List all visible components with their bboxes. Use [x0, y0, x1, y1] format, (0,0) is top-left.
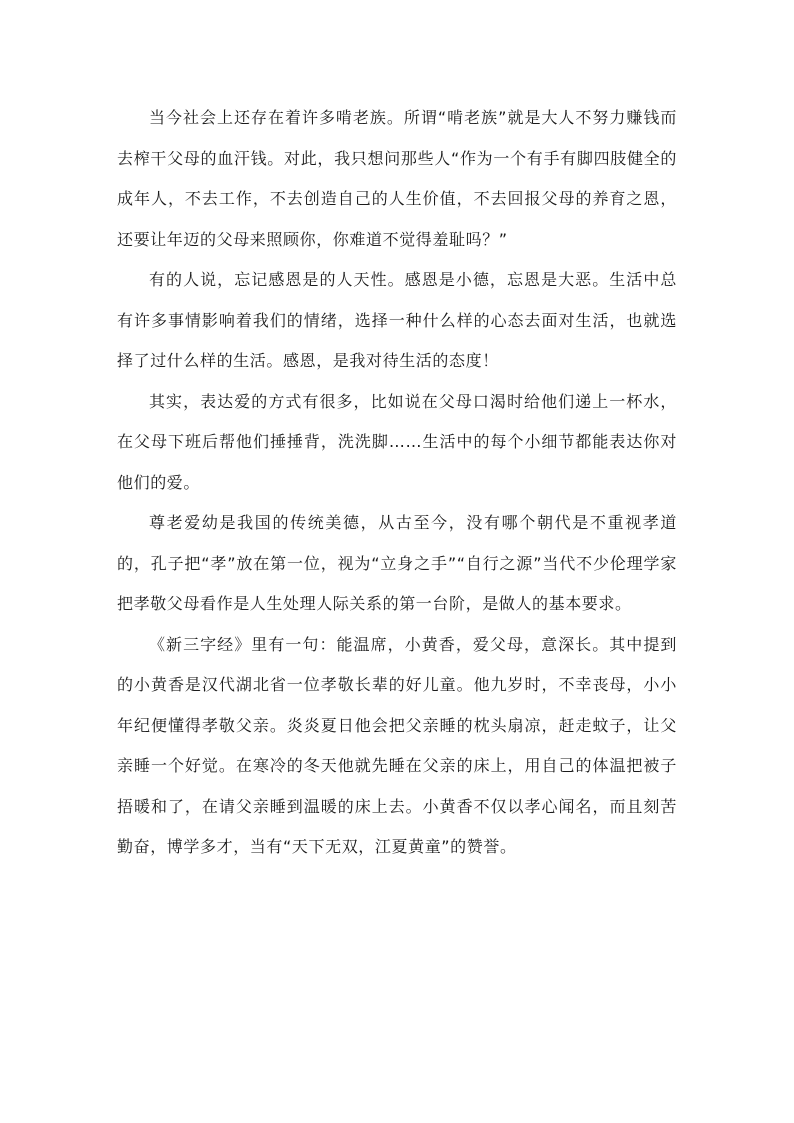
paragraph: 《新三字经》里有一句：能温席，小黄香，爱父母，意深长。其中提到的小黄香是汉代湖北省一位孝敬长辈的好儿童。他九岁时，不幸丧母，小小年纪便懂得孝敬父亲。炎炎夏日他会把父亲睡的枕头扇凉，赶走蚊子，让父亲睡一个好觉。在寒冷的冬天他就先睡在父亲的床上，用自己的体温把被子捂暖和了，在请父亲睡到温暖的床上去。小黄香不仅以孝心闻名，而且刻苦勤奋，博学多才，当有“天下无双，江夏黄童”的赞誉。	[117, 634, 677, 856]
paragraph: 尊老爱幼是我国的传统美德，从古至今，没有哪个朝代是不重视孝道的，孔子把“孝”放在第一位，视为“立身之手”“自行之源”当代不少伦理学家把孝敬父母看作是人生处理人际关系的第一台阶，是做人的基本要求。	[117, 513, 677, 613]
document-body	[117, 98, 677, 868]
paragraph: 其实，表达爱的方式有很多，比如说在父母口渴时给他们递上一杯水，在父母下班后帮他们捶捶背，洗洗脚……生活中的每个小细节都能表达你对他们的爱。	[117, 391, 677, 492]
paragraph: 有的人说，忘记感恩是的人天性。感恩是小德，忘恩是大恶。生活中总有许多事情影响着我们的情绪，选择一种什么样的心态去面对生活，也就选择了过什么样的生活。感恩，是我对待生活的态度！	[117, 270, 677, 370]
paragraph: 当今社会上还存在着许多啃老族。所谓“啃老族”就是大人不努力赚钱而去榨干父母的血汗钱。对此，我只想问那些人“作为一个有手有脚四肢健全的成年人，不去工作，不去创造自己的人生价值，不去回报父母的养育之恩，还要让年迈的父母来照顾你，你难道不觉得羞耻吗？”	[117, 108, 677, 249]
